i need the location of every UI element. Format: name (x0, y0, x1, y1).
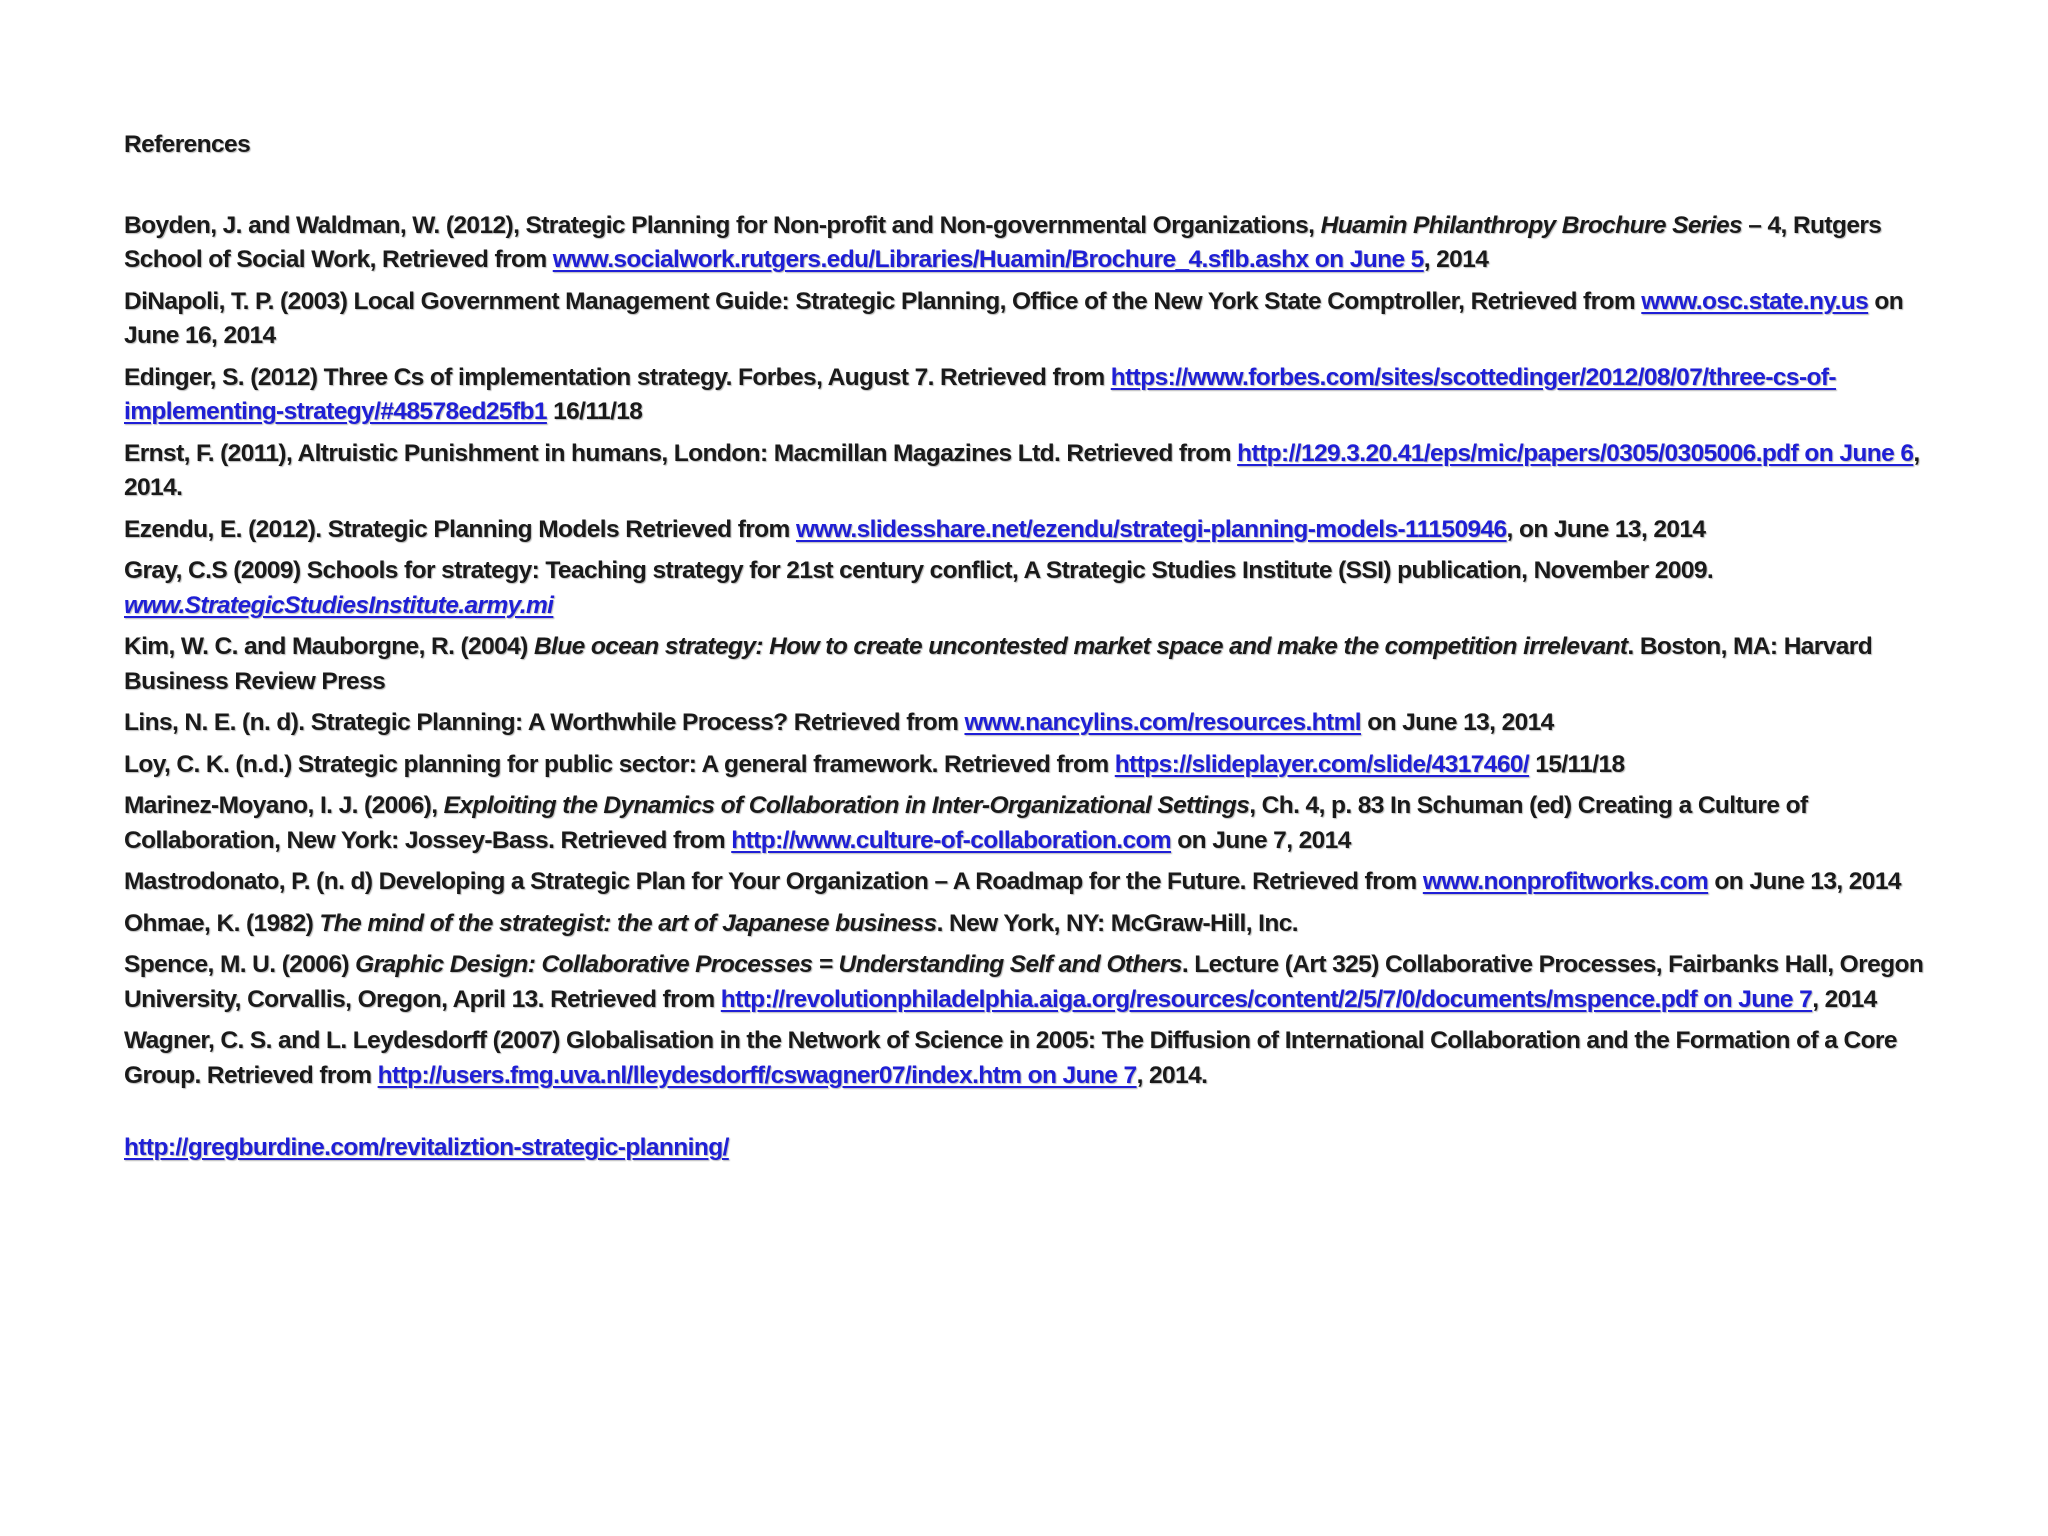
reference-link[interactable]: www.StrategicStudiesInstitute.army.mi (124, 591, 554, 619)
reference-text: Ezendu, E. (2012). Strategic Planning Models Retrieved from (124, 515, 796, 543)
reference-title: Graphic Design: Collaborative Processes = Understanding Self and Others (355, 951, 1182, 978)
reference-text: on June 7, 2014 (1171, 826, 1351, 854)
reference-item-ezendu (124, 513, 1964, 548)
reference-text: Lins, N. E. (n. d). Strategic Planning: A Worthwhile Process? Retrieved from (124, 709, 965, 736)
reference-text: Wagner, C. S. and L. Leydesdorff (2007) Globalisation in the Network of Science in 2005: The Diffusion of International Collaboration and the Formation of a Core Group. Retrieved from (124, 1027, 1897, 1089)
reference-text: 15/11/18 (1529, 750, 1625, 778)
references-section (124, 128, 1964, 1173)
reference-link[interactable]: www.nonprofitworks.com (1422, 868, 1709, 895)
reference-item-lins (124, 706, 1964, 741)
reference-text: – 4, Rutgers School of Social Work, Retrieved from (124, 211, 1882, 273)
reference-text: , Ch. 4, p. 83 In Schuman (ed) Creating a Culture of Collaboration, New York: Jossey-Bass. Retrieved from (124, 792, 1808, 854)
reference-item-mastrodonato (124, 865, 1964, 900)
reference-item-dinapoli (124, 285, 1964, 354)
reference-link[interactable]: www.slidesshare.net/ezendu/strategi-planning-models-11150946 (795, 515, 1507, 543)
reference-text: , 2014 (1812, 985, 1877, 1013)
reference-text: on June 13, 2014 (1361, 709, 1554, 736)
reference-item-boyden (124, 209, 1964, 278)
reference-text: , on June 13, 2014 (1506, 515, 1706, 543)
reference-link[interactable]: www.nancylins.com/resources.html (964, 709, 1361, 736)
reference-text: , 2014 (1423, 246, 1489, 273)
reference-text: . Lecture (Art 325) Collaborative Processes, Fairbanks Hall, Oregon University, Corvallis, Oregon, April 13. Retrieved from (124, 951, 1924, 1013)
reference-text: Ernst, F. (2011), Altruistic Punishment in humans, London: Macmillan Magazines Ltd. Retrieved from (124, 439, 1238, 467)
reference-text: , 2014. (1136, 1061, 1208, 1089)
reference-text: Spence, M. U. (2006) (124, 951, 356, 978)
reference-text: Boyden, J. and Waldman, W. (2012), Strategic Planning for Non-profit and Non-governmental Organizations, (124, 211, 1321, 239)
extra-link[interactable]: http://gregburdine.com/revitaliztion-strategic-planning/ (124, 1134, 729, 1161)
reference-text: . New York, NY: McGraw-Hill, Inc. (936, 909, 1298, 937)
reference-item-edinger (124, 361, 1964, 430)
reference-item-spence (124, 948, 1964, 1017)
reference-link[interactable]: http://www.culture-of-collaboration.com (731, 826, 1172, 854)
reference-title: Exploiting the Dynamics of Collaboration in Inter-Organizational Settings (443, 792, 1250, 819)
extra-link-item (124, 1131, 1964, 1166)
reference-text: Marinez-Moyano, I. J. (2006), (124, 792, 444, 819)
reference-link[interactable]: http://users.fmg.uva.nl/lleydesdorff/cswagner07/index.htm on June 7 (377, 1061, 1137, 1089)
reference-title: The mind of the strategist: the art of Japanese business (319, 909, 937, 937)
reference-text: Ohmae, K. (1982) (124, 909, 320, 937)
reference-text: Kim, W. C. and Mauborgne, R. (2004) (124, 633, 534, 660)
reference-text: Loy, C. K. (n.d.) Strategic planning for public sector: A general framework. Retrieved from (124, 750, 1115, 778)
reference-link[interactable]: https://slideplayer.com/slide/4317460/ (1114, 750, 1530, 778)
reference-item-kim (124, 630, 1964, 699)
reference-text: Edinger, S. (2012) Three Cs of implementation strategy. Forbes, August 7. Retrieved from (124, 363, 1111, 391)
reference-item-ohmae (124, 907, 1964, 942)
reference-item-gray (124, 554, 1964, 623)
reference-link[interactable]: www.osc.state.ny.us (1641, 287, 1869, 315)
reference-link[interactable]: https://www.forbes.com/sites/scottedinger/2012/08/07/three-cs-of-implementing-strategy/#48578ed25fb1 (124, 363, 1836, 425)
reference-text: . Boston, MA: Harvard Business Review Press (124, 633, 1873, 695)
reference-item-ernst (124, 437, 1964, 506)
reference-link[interactable]: www.socialwork.rutgers.edu/Libraries/Huamin/Brochure_4.sflb.ashx on June 5 (552, 246, 1424, 273)
reference-item-loy (124, 748, 1964, 783)
reference-link[interactable]: http://revolutionphiladelphia.aiga.org/resources/content/2/5/7/0/documents/mspence.pdf on June 7 (720, 985, 1813, 1013)
reference-text: on June 16, 2014 (124, 287, 1904, 349)
reference-text: , 2014. (124, 439, 1920, 501)
reference-text: 16/11/18 (546, 398, 643, 425)
reference-text: DiNapoli, T. P. (2003) Local Government Management Guide: Strategic Planning, Office of the New York State Comptroller, Retrieved from (124, 287, 1642, 315)
page-title: References (124, 131, 251, 158)
reference-text: on June 13, 2014 (1708, 868, 1901, 895)
reference-link[interactable]: http://129.3.20.41/eps/mic/papers/0305/0305006.pdf on June 6 (1237, 439, 1914, 467)
reference-item-marinez-moyano (124, 789, 1964, 858)
reference-title: Blue ocean strategy: How to create uncontested market space and make the competition irrelevant (533, 633, 1628, 660)
reference-item-wagner (124, 1024, 1964, 1093)
reference-text: Mastrodonato, P. (n. d) Developing a Strategic Plan for Your Organization – A Roadmap for the Future. Retrieved from (124, 868, 1423, 895)
reference-text: Gray, C.S (2009) Schools for strategy: Teaching strategy for 21st century conflict, A Strategic Studies Institute (SSI) publication, November 2009. (124, 557, 1714, 584)
reference-title: Huamin Philanthropy Brochure Series (1320, 211, 1743, 239)
